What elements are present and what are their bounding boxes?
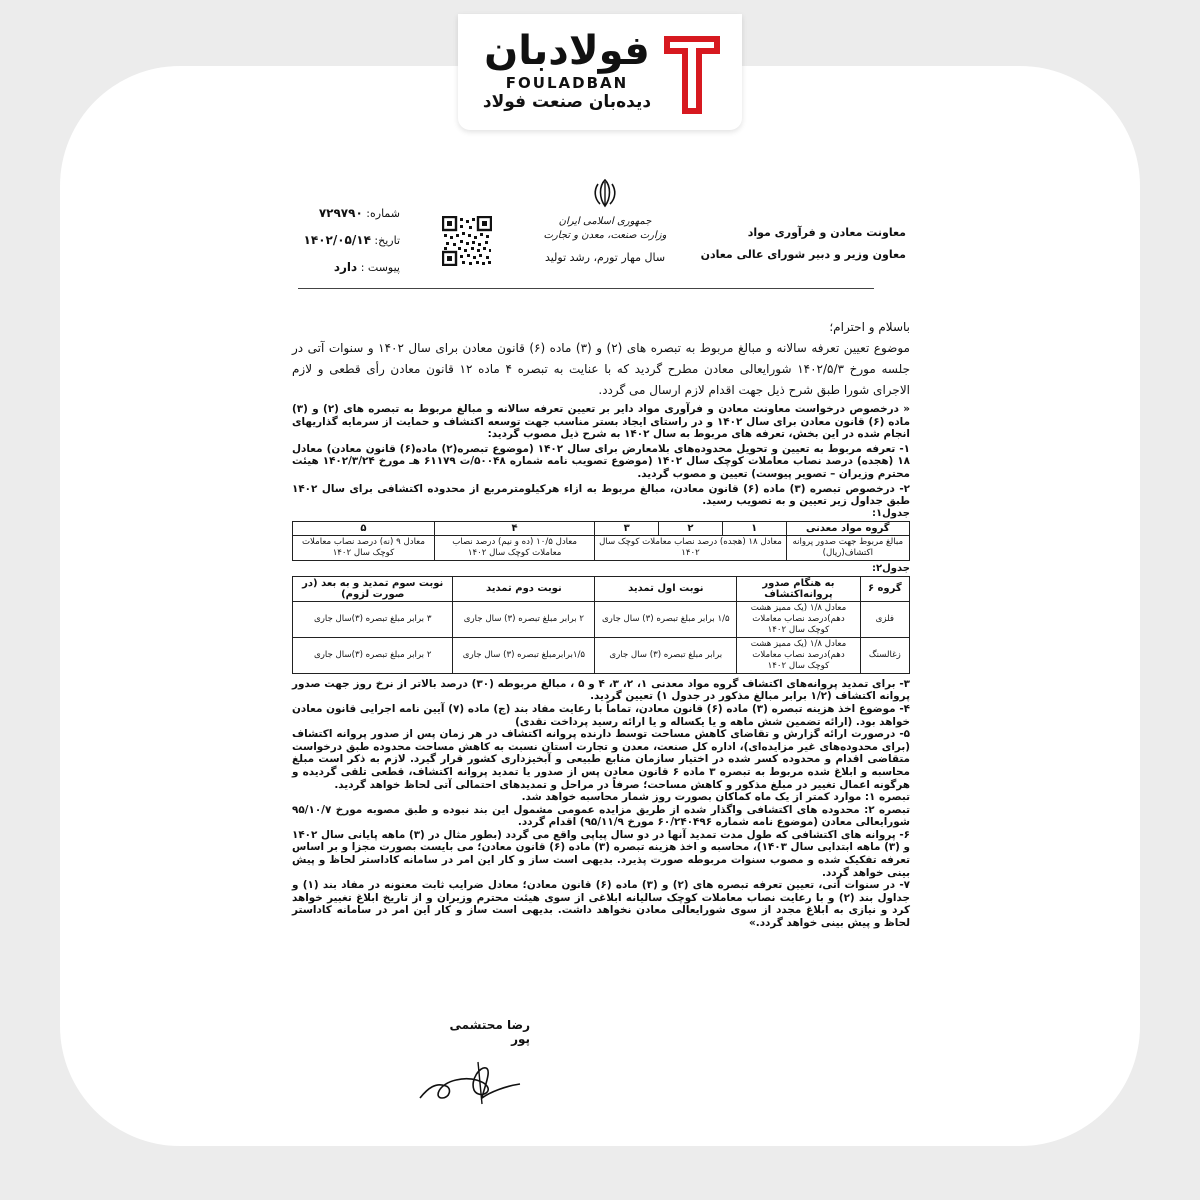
table1-cell-groups-123: معادل ۱۸ (هجده) درصد نصاب معاملات کوچک سال ۱۴۰۲ xyxy=(595,535,786,560)
signer-name: رضا محتشمی پور xyxy=(449,1018,530,1046)
table2-cell: زغالسنگ xyxy=(860,637,909,673)
department-line1: معاونت معادن و فرآوری مواد xyxy=(747,226,906,239)
table1-cell-group-4: معادل ۱۰/۵ (ده و نیم) درصد نصاب معاملات کوچک سال ۱۴۰۲ xyxy=(434,535,594,560)
qr-code-icon xyxy=(442,216,492,266)
table1-header-cell: ۲ xyxy=(659,521,723,535)
attachment-row xyxy=(290,254,400,281)
department-header xyxy=(700,222,906,266)
item-5: ۵- درصورت ارائه گزارش و تقاضای کاهش مساحت توسط دارنده پروانه اکتشاف در هر زمان پس از صدور پروانه اکتشاف (برای محدوده‌های غیر مزایده‌ای)، اداره کل صنعت، معدن و تجارت استان نسبت به کاهش مساحت محدوده طبق درخواست متقاضی اقدام و محدوده کسر شده در اختیار سازمان منابع طبیعی و آبخیزداری کشور قرار گیرد. لازم به ذکر است مبلغ محاسبه و ابلاغ شده مربوط به تبصره ۳ ماده ۶ قانون معادن پس از صدور یا تمدید پروانه اکتشاف، قطعی تلقی گردیده و هرگونه اعمال تغییر در مبلغ مذکور و کاهش مساحت؛ صرفاً در مراحل و تمدیدهای احتمالی آتی لحاظ خواهد گردید. xyxy=(292,728,910,791)
table2-header-row xyxy=(293,576,910,601)
table2-cell: ۲ برابر مبلغ تبصره (۳)سال جاری xyxy=(293,637,453,673)
table2-row xyxy=(293,601,910,637)
item-4: ۴- موضوع اخذ هزینه تبصره (۳) ماده (۶) قانون معادن، تماماً با رعایت مفاد بند (ج) ماده (۷) آیین نامه اجرایی قانون معادن خواهد بود. (ارائه تضمین شش ماهه و یا یکساله و یا ارائه رسید پرداخت نقدی) xyxy=(292,702,910,728)
table1-header-cell: ۴ xyxy=(434,521,594,535)
header-divider xyxy=(298,288,874,289)
table1-label: جدول۱: xyxy=(872,507,910,519)
year-slogan: سال مهار تورم، رشد تولید xyxy=(544,251,666,264)
table2-cell: فلزی xyxy=(860,601,909,637)
table2-cell: برابر مبلغ تبصره (۳) سال جاری xyxy=(595,637,737,673)
table1-row xyxy=(293,535,910,560)
item-3: ۳- برای تمدید پروانه‌های اکتشاف گروه مواد معدنی ۱، ۲، ۳، ۴ و ۵ ، مبالغ مربوطه (۳۰) درصد بالاتر از نرخ روز جهت صدور پروانه اکتشاف (۱/۲ برابر مبالغ مذکور در جدول ۱) تعیین گردید. xyxy=(292,677,910,703)
item-1: ۱- تعرفه مربوط به تعیین و تحویل محدوده‌های بلامعارض برای سال ۱۴۰۲ (موضوع تبصره(۲) ماده(۶) قانون معادن) معادل ۱۸ (هجده) درصد نصاب معاملات کوچک سال ۱۴۰۲ (موضوع تصویب نامه شماره ۵۰۰۴۸/ت ۶۱۱۷۹ هـ مورخ ۱۴۰۲/۳/۲۴ هیئت محترم وزیران – تصویر پیوست) تعیین و مصوب گردید. xyxy=(292,442,911,480)
department-line2: معاون وزیر و دبیر شورای عالی معادن xyxy=(700,248,906,261)
letter-number-row xyxy=(290,200,400,227)
fouladban-logo-icon xyxy=(662,30,722,114)
table1-header-cell: ۱ xyxy=(722,521,786,535)
number-label: شماره: xyxy=(366,207,400,220)
resolution-intro: « درخصوص درخواست معاونت معادن و فرآوری مواد دایر بر تعیین تعرفه سالانه و مبالغ مربوط به تبصره های (۲) و (۳) ماده (۶) قانون معادن برای سال ۱۴۰۲ و در راستای ایجاد بستر مناسب جهت توسعه اکتشاف و حمایت از سرمایه گذاریهای انجام شده در این بخش، تعرفه های مربوط به سال ۱۴۰۲ به شرح ذیل مصوب گردید: xyxy=(292,403,911,441)
attachment-label: پیوست : xyxy=(360,261,400,274)
table2-cell: معادل ۱/۸ (یک ممیز هشت دهم)درصد نصاب معاملات کوچک سال ۱۴۰۲ xyxy=(737,601,860,637)
date-label: تاریخ: xyxy=(374,234,400,247)
table-2 xyxy=(292,576,910,674)
item-6: ۶- پروانه های اکتشافی که طول مدت تمدید آنها در دو سال پیاپی واقع می گردد (بطور مثال در (۳) ماهه پایانی سال ۱۴۰۲ و (۳) ماهه ابتدایی سال ۱۴۰۳)، محاسبه و اخذ هزینه تبصره (۳) ماده (۶) قانون معادن؛ می بایست بصورت مجزا و بر اساس تعرفه تفکیک شده و مصوب سنوات مربوطه صورت پذیرد. بدیهی است ساز و کار این امر در سامانه کاداستر لحاظ و پیش بینی خواهد گردد. xyxy=(292,828,911,879)
table1-cell-group-5: معادل ۹ (نه) درصد نصاب معاملات کوچک سال ۱۴۰۲ xyxy=(293,535,435,560)
table2-row xyxy=(293,637,910,673)
logo-tagline: دیده‌بان صنعت فولاد xyxy=(482,92,652,112)
greeting: باسلام و احترام؛ xyxy=(829,320,910,334)
table2-cell: ۲ برابر مبلغ تبصره (۳) سال جاری xyxy=(453,601,595,637)
table2-header-cell: نوبت دوم تمدید xyxy=(453,576,595,601)
table2-cell: معادل ۱/۸ (یک ممیز هشت دهم)درصد نصاب معاملات کوچک سال ۱۴۰۲ xyxy=(737,637,860,673)
table2-label: جدول۲: xyxy=(872,562,910,574)
item-2: ۲- درخصوص تبصره (۳) ماده (۶) قانون معادن، مبالغ مربوط به ازاء هرکیلومترمربع از محدوده اکتشافی برای سال ۱۴۰۲ طبق جداول زیر تعیین و به تصویب رسید. xyxy=(292,482,910,508)
note-1: تبصره ۱: موارد کمتر از یک ماه کماکان بصورت روز شمار محاسبه خواهد شد. xyxy=(521,791,910,804)
table1-header-cell: گروه مواد معدنی xyxy=(786,521,909,535)
note-2: تبصره ۲: محدوده های اکتشافی واگذار شده از طریق مزایده عمومی مشمول این بند نبوده و طبق مصوبه مورخ ۹۵/۱۰/۷ شورایعالی معادن (موضوع نامه شماره ۶۰/۲۴۰۴۹۶ مورخ ۹۵/۱۱/۹) اقدام گردد. xyxy=(292,803,910,829)
table2-header-cell: به هنگام صدور پروانه‌اکتشاف xyxy=(737,576,860,601)
table-1 xyxy=(292,521,910,561)
table1-header-row xyxy=(293,521,910,535)
letter-number: ۷۲۹۷۹۰ xyxy=(318,206,363,220)
table2-cell: ۳ برابر مبلغ تبصره (۳)سال جاری xyxy=(293,601,453,637)
item-7: ۷- در سنوات آتی، تعیین تعرفه تبصره های (۲) و (۳) ماده (۶) قانون معادن؛ معادل ضرایب ثابت معنونه در مفاد بند (۱) و جداول بند (۲) و با رعایت نصاب معاملات کوچک سالیانه ابلاغی از سوی هیئت محترم وزیران و از تاریخ ابلاغ تغییر خواهد کرد و نیازی به ابلاغ مجدد از سوی شورایعالی معادن نخواهد داشت. بدیهی است ساز و کار این امر در سامانه کاداستر لحاظ و پیش بینی خواهد گردد.» xyxy=(292,879,910,930)
logo-name-en: FOULADBAN xyxy=(505,74,629,92)
iran-emblem-icon xyxy=(592,178,618,208)
letter-meta xyxy=(290,200,400,281)
table2-cell: ۱/۵برابرمبلغ تبصره (۳) سال جاری xyxy=(453,637,595,673)
letter-date: ۱۴۰۲/۰۵/۱۴ xyxy=(303,233,371,247)
signature-icon xyxy=(416,1058,526,1108)
intro-paragraph: موضوع تعیین تعرفه سالانه و مبالغ مربوط به تبصره های (۲) و (۳) ماده (۶) قانون معادن برای سال ۱۴۰۲ و سنوات آتی در جلسه مورخ ۱۴۰۲/۵/۳ شورایعالی معادن مطرح گردید که با عنایت به تبصره ۴ ماده ۱۲ قانون معادن رأی قطعی و لازم الاجرای شورا طبق شرح ذیل جهت اقدام لازم ارسال می گردد. xyxy=(292,341,911,397)
table1-header-cell: ۵ xyxy=(293,521,435,535)
table1-header-cell: ۳ xyxy=(595,521,659,535)
table1-row-label: مبالغ مربوط جهت صدور پروانه اکتشاف(ریال) xyxy=(786,535,909,560)
logo-name-fa: فولادبان xyxy=(484,28,650,74)
table2-header-cell: نوبت سوم تمدید و به بعد (در صورت لزوم) xyxy=(293,576,453,601)
table2-cell: ۱/۵ برابر مبلغ تبصره (۳) سال جاری xyxy=(595,601,737,637)
table2-header-cell: نوبت اول تمدید xyxy=(595,576,737,601)
letter-body xyxy=(292,320,910,930)
republic-name: جمهوری اسلامی ایران xyxy=(558,216,652,227)
table2-header-cell: گروه ۶ xyxy=(860,576,909,601)
attachment-value: دارد xyxy=(333,260,358,274)
ministry-name: وزارت صنعت، معدن و تجارت xyxy=(543,230,667,241)
letter-date-row xyxy=(290,227,400,254)
ministry-block xyxy=(540,178,670,264)
